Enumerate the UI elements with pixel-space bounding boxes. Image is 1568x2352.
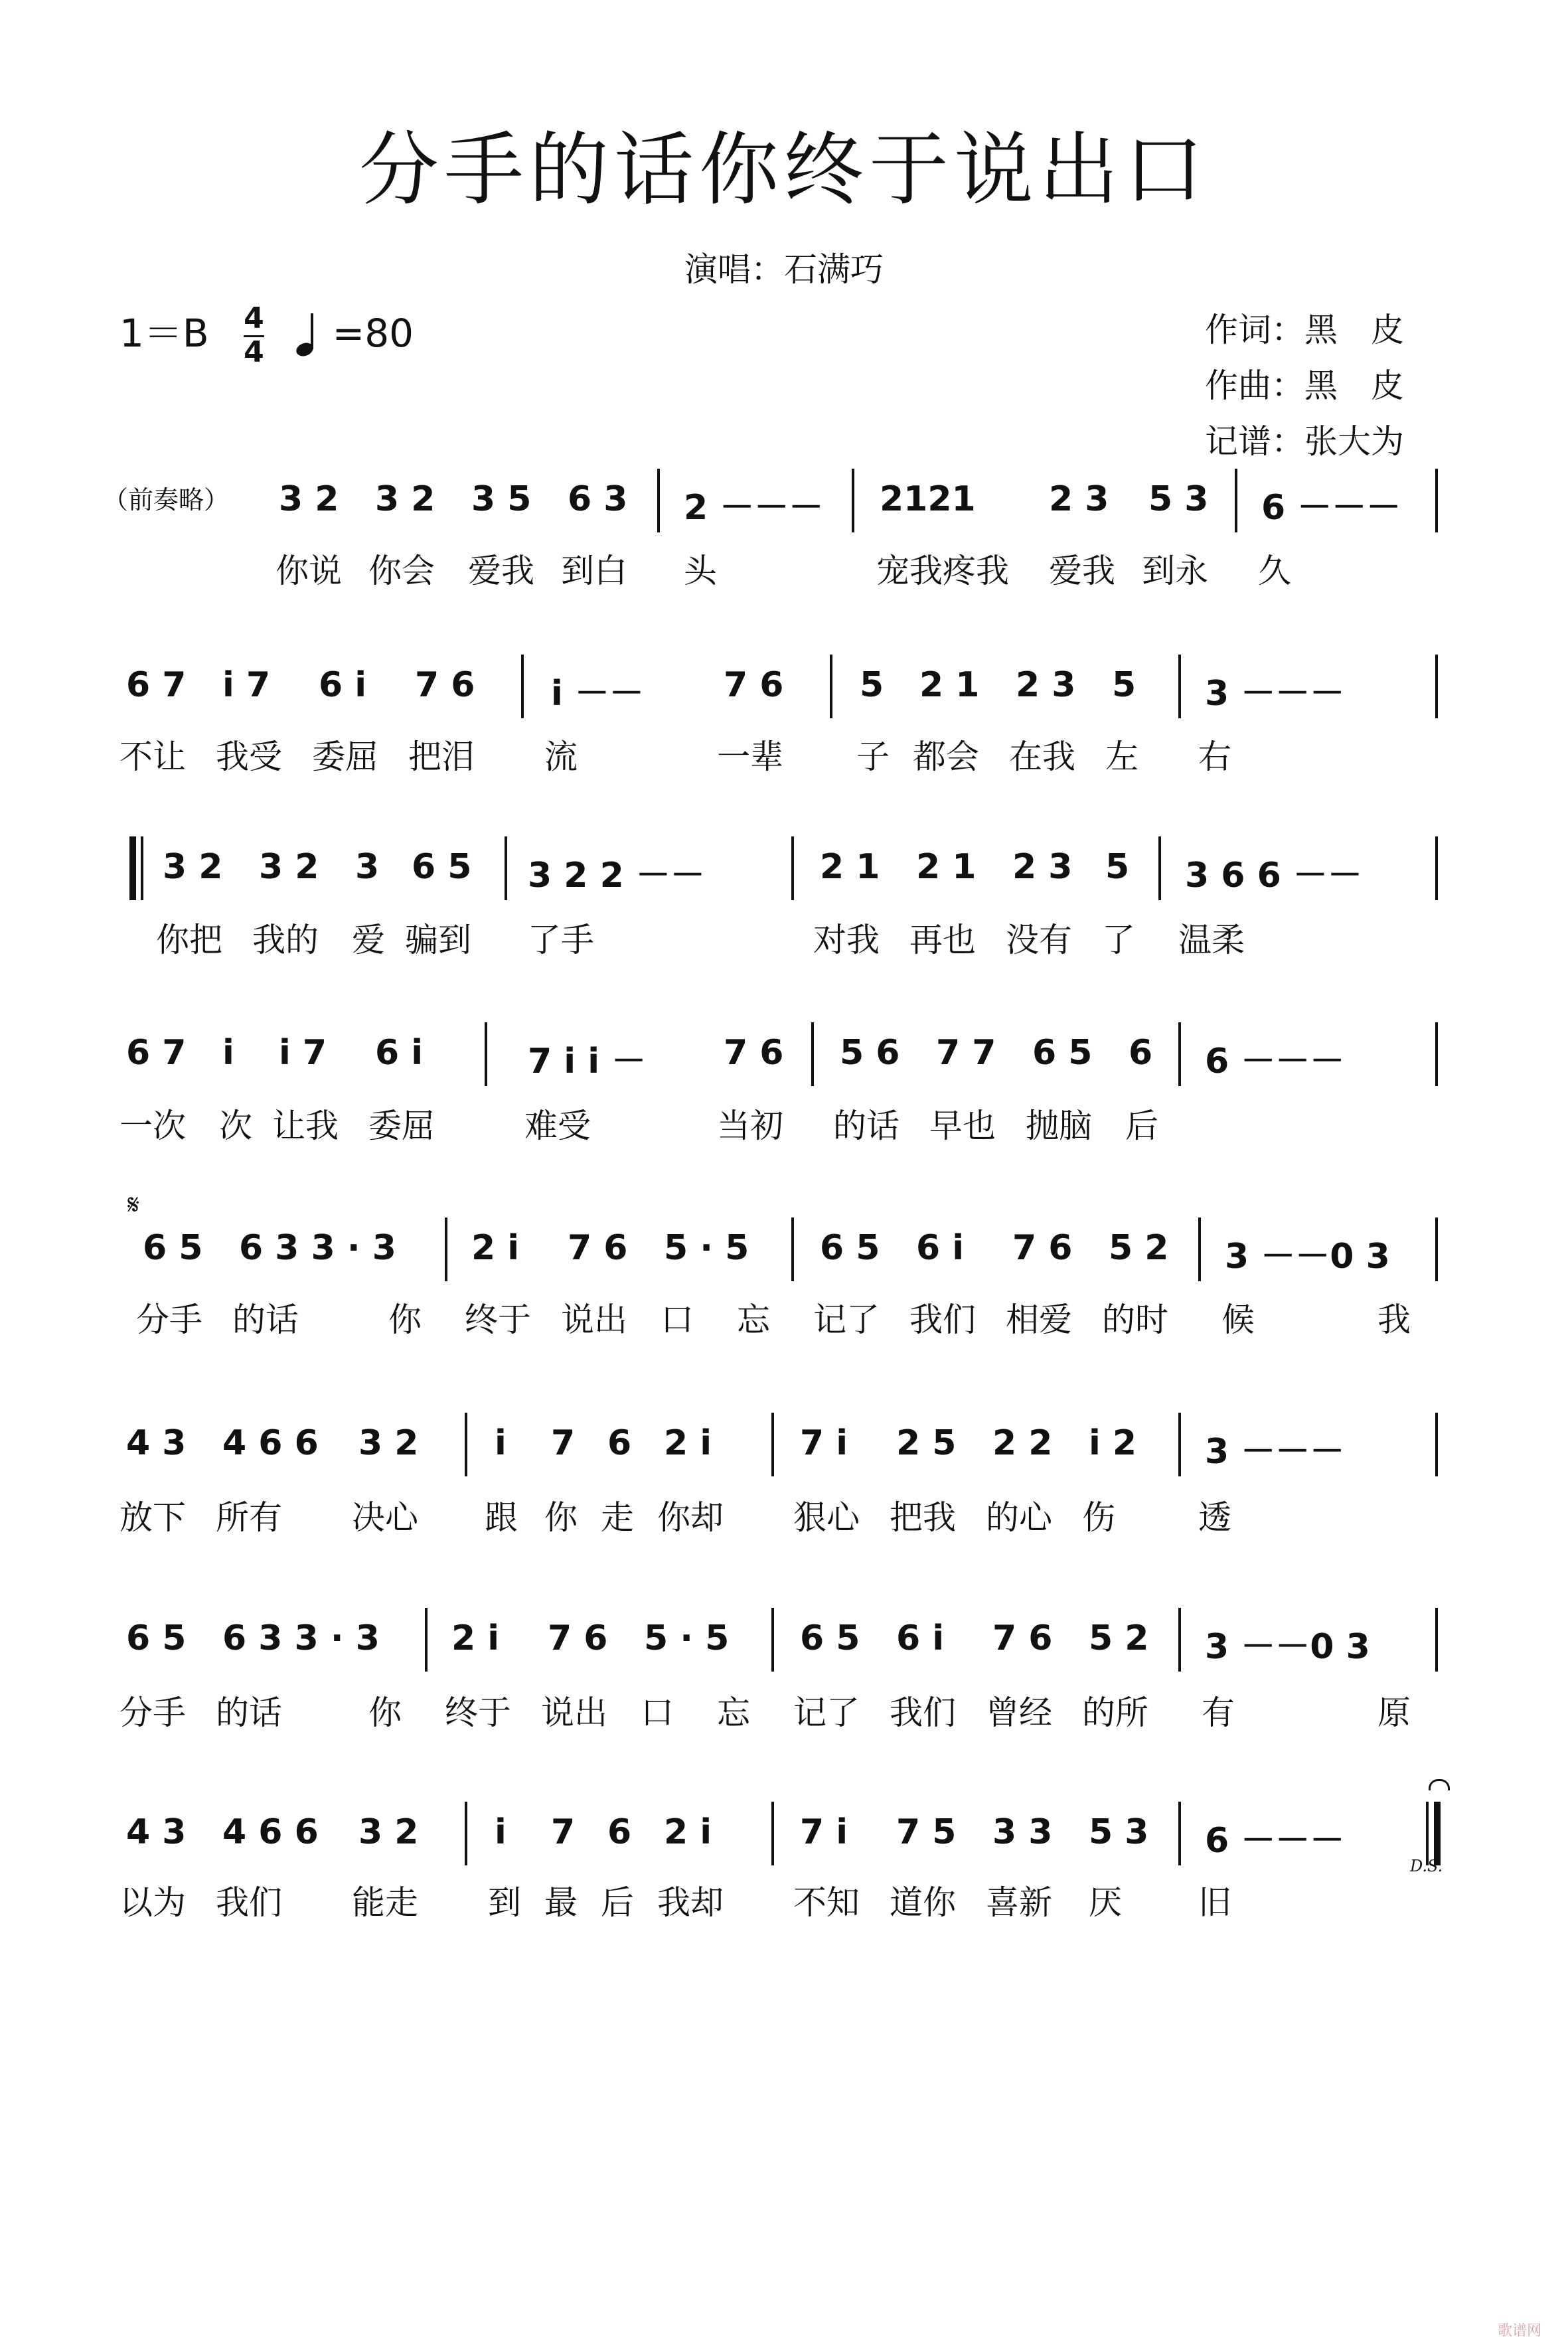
- note-group: 6 5: [820, 1228, 880, 1268]
- note-group: i: [495, 1812, 507, 1852]
- lyric-word: 说出: [561, 1300, 627, 1339]
- note-group: 7 i i －: [528, 1042, 647, 1081]
- lyric-word: 再也: [909, 921, 976, 959]
- note-group: i 7: [279, 1033, 327, 1073]
- note-group: 7 6: [568, 1228, 628, 1268]
- lyric-word: 的时: [1102, 1300, 1168, 1339]
- note-group: 6 5: [143, 1228, 203, 1268]
- lyric-word: 终于: [465, 1300, 531, 1339]
- lyric-word: 的话: [833, 1107, 900, 1145]
- lyric-word: 你: [388, 1300, 422, 1339]
- lyric-word: 你说: [275, 552, 342, 590]
- quarter-note-icon: [296, 316, 315, 356]
- lyric-word: 伤: [1082, 1498, 1115, 1537]
- note-group: 2 i: [451, 1618, 500, 1658]
- barline: [425, 1608, 428, 1672]
- barline: [1435, 836, 1438, 900]
- key-signature: 1＝B: [119, 311, 209, 356]
- lyric-word: 口: [641, 1693, 674, 1732]
- note-group: 5 3: [1089, 1812, 1149, 1852]
- note-group: 3 －－－: [1205, 1432, 1345, 1472]
- note-group: 2 －－－: [684, 488, 824, 528]
- lyric-word: 狠心: [793, 1498, 860, 1537]
- lyric-word: 抛脑: [1026, 1107, 1092, 1145]
- lyric-word: 的话: [216, 1693, 282, 1732]
- lyric-word: 原: [1377, 1693, 1411, 1732]
- note-group: 3 2: [279, 479, 339, 519]
- lyric-word: 记了: [793, 1693, 860, 1732]
- lyric-word: 到白: [561, 552, 627, 590]
- lyric-word: 口: [661, 1300, 694, 1339]
- lyrics-row-5: [0, 1293, 1568, 1339]
- barline: [771, 1802, 774, 1865]
- lyric-word: 的所: [1082, 1693, 1148, 1732]
- lyric-word: 都会: [913, 738, 979, 776]
- lyric-word: 忘: [717, 1693, 750, 1732]
- note-group: 3 2: [358, 1423, 419, 1463]
- lyric-word: 跟: [485, 1498, 518, 1537]
- lyric-word: 我们: [216, 1883, 282, 1922]
- lyric-word: 喜新: [986, 1883, 1052, 1922]
- note-group: 3 6 6 －－: [1185, 856, 1362, 896]
- barline: [1435, 1217, 1438, 1281]
- note-group: 6 3 3 · 3: [222, 1618, 380, 1658]
- note-group: 2 2: [992, 1423, 1053, 1463]
- barline: [1435, 1608, 1438, 1672]
- lyric-word: 记了: [813, 1300, 880, 1339]
- lyric-word: 有: [1202, 1693, 1235, 1732]
- notation-row-1: [0, 479, 1568, 528]
- lyric-word: 分手: [119, 1693, 186, 1732]
- lyric-word: 委屈: [368, 1107, 435, 1145]
- note-group: 3 2: [163, 847, 223, 887]
- note-group: 3 2: [259, 847, 319, 887]
- barline: [1178, 1608, 1181, 1672]
- lyric-word: 让我: [272, 1107, 339, 1145]
- note-group: 2 i: [664, 1812, 712, 1852]
- barline: [465, 1802, 467, 1865]
- lyric-word: 的话: [232, 1300, 299, 1339]
- lyric-word: 爱: [352, 921, 385, 959]
- lyric-word: 以为: [119, 1883, 186, 1922]
- lyric-word: 难受: [524, 1107, 591, 1145]
- notation-row-4: [0, 1033, 1568, 1081]
- barline: [791, 1217, 794, 1281]
- note-group: i: [222, 1033, 234, 1073]
- note-group: 6 －－－: [1261, 488, 1401, 528]
- lyric-word: 能走: [352, 1883, 418, 1922]
- lyric-word: 终于: [445, 1693, 511, 1732]
- fermata-icon: [1429, 1779, 1450, 1790]
- lyric-word: 到永: [1142, 552, 1208, 590]
- note-group: 2 1: [919, 665, 980, 705]
- note-group: 5 6: [840, 1033, 900, 1073]
- lyrics-row-7: [0, 1686, 1568, 1732]
- note-group: 7 i: [800, 1423, 848, 1463]
- barline: [657, 469, 660, 532]
- note-group: 7 6: [724, 665, 784, 705]
- barline: [1426, 1802, 1429, 1865]
- note-group: 4 3: [126, 1423, 187, 1463]
- note-group: 5 2: [1109, 1228, 1169, 1268]
- lyric-word: 相爱: [1006, 1300, 1072, 1339]
- lyric-word: 我: [1377, 1300, 1411, 1339]
- note-group: 6 i: [319, 665, 367, 705]
- note-group: 4 6 6: [222, 1423, 319, 1463]
- note-group: 5 2: [1089, 1618, 1149, 1658]
- barline: [771, 1413, 774, 1476]
- note-group: 6 7: [126, 665, 187, 705]
- note-group: 6: [1129, 1033, 1153, 1073]
- lyric-word: 你会: [368, 552, 435, 590]
- note-group: 2 3: [1012, 847, 1073, 887]
- barline: [445, 1217, 447, 1281]
- note-group: 2 1: [820, 847, 880, 887]
- prelude-note: （前奏略）: [103, 485, 230, 514]
- notation-row-6: [0, 1423, 1568, 1472]
- lyric-word: 后: [601, 1883, 634, 1922]
- barline: [830, 655, 832, 718]
- site-watermark: 歌谱网: [1497, 2323, 1541, 2339]
- note-group: 5: [860, 665, 884, 705]
- note-group: 3 2: [375, 479, 435, 519]
- lyric-word: 了: [1102, 921, 1135, 959]
- note-group: 7 6: [1012, 1228, 1073, 1268]
- note-group: i 2: [1089, 1423, 1137, 1463]
- note-group: 2 i: [664, 1423, 712, 1463]
- barline: [1435, 1413, 1438, 1476]
- time-signature-bottom: 4: [244, 335, 264, 370]
- lyrics-row-3: [0, 913, 1568, 959]
- lyric-word: 你把: [156, 921, 222, 959]
- lyric-word: 最: [544, 1883, 578, 1922]
- lyric-word: 骗到: [405, 921, 471, 959]
- lyric-word: 我的: [252, 921, 319, 959]
- note-group: 3 －－－: [1205, 674, 1345, 714]
- note-group: 6 5: [126, 1618, 187, 1658]
- barline: [485, 1022, 487, 1086]
- barline: [791, 836, 794, 900]
- lyric-word: 到: [488, 1883, 521, 1922]
- notation-row-5: [0, 1228, 1568, 1277]
- repeat-end-barline: [1434, 1802, 1441, 1865]
- lyric-word: 候: [1221, 1300, 1255, 1339]
- note-group: 2 3: [1016, 665, 1076, 705]
- lyric-word: 温柔: [1178, 921, 1245, 959]
- note-group: 5 3: [1148, 479, 1209, 519]
- note-group: 2 i: [471, 1228, 520, 1268]
- lyrics-row-2: [0, 730, 1568, 776]
- lyric-word: 厌: [1089, 1883, 1122, 1922]
- note-group: 2121: [880, 479, 976, 519]
- note-group: 7: [551, 1423, 576, 1463]
- note-group: 6: [607, 1812, 632, 1852]
- lyric-word: 一次: [119, 1107, 186, 1145]
- note-group: i: [495, 1423, 507, 1463]
- lyric-word: 久: [1258, 552, 1291, 590]
- note-group: 5: [1112, 665, 1137, 705]
- barline: [1435, 469, 1438, 532]
- lyric-word: 次: [219, 1107, 252, 1145]
- lyric-word: 不知: [793, 1883, 860, 1922]
- note-group: 7: [551, 1812, 576, 1852]
- credits-block: [1205, 302, 1404, 469]
- lyrics-row-1: [0, 544, 1568, 590]
- notation-row-3: [0, 847, 1568, 896]
- lyric-word: 决心: [352, 1498, 418, 1537]
- lyric-word: 右: [1198, 738, 1231, 776]
- note-group: 7 i: [800, 1812, 848, 1852]
- note-group: 3 2: [358, 1812, 419, 1852]
- note-group: 6 －－－: [1205, 1042, 1345, 1081]
- notation-row-2: [0, 665, 1568, 714]
- tempo-value: =80: [332, 311, 414, 356]
- notation-row-7: [0, 1618, 1568, 1667]
- lyric-word: 在我: [1009, 738, 1075, 776]
- note-group: 7 5: [896, 1812, 957, 1852]
- lyric-word: 我受: [216, 738, 282, 776]
- note-group: 7 7: [936, 1033, 996, 1073]
- lyric-word: 不让: [119, 738, 186, 776]
- note-group: 3 5: [471, 479, 532, 519]
- lyric-word: 你: [544, 1498, 578, 1537]
- note-group: 2 3: [1049, 479, 1109, 519]
- note-group: 2 1: [916, 847, 977, 887]
- note-group: 6 3 3 · 3: [239, 1228, 396, 1268]
- note-group: 2 5: [896, 1423, 957, 1463]
- lyric-word: 说出: [541, 1693, 607, 1732]
- key-tempo-line: [119, 302, 414, 368]
- lyric-word: 左: [1105, 738, 1138, 776]
- note-group: 7 6: [724, 1033, 784, 1073]
- note-group: 3 －－0 3: [1225, 1237, 1390, 1277]
- dal-segno-mark: D.S.: [1410, 1857, 1443, 1875]
- lyric-word: 宠我疼我: [876, 552, 1009, 590]
- barline: [852, 469, 854, 532]
- barline: [771, 1608, 774, 1672]
- barline: [1435, 1022, 1438, 1086]
- note-group: 5 · 5: [644, 1618, 730, 1658]
- lyric-word: 对我: [813, 921, 880, 959]
- lyric-word: 把泪: [408, 738, 475, 776]
- lyric-word: 头: [684, 552, 717, 590]
- note-group: 6 －－－: [1205, 1821, 1345, 1861]
- barline: [1158, 836, 1161, 900]
- barline: [1178, 1022, 1181, 1086]
- song-title: 分手的话你终于说出口: [359, 124, 1209, 216]
- barline: [1435, 655, 1438, 718]
- note-group: i 7: [222, 665, 271, 705]
- note-group: i －－: [551, 674, 644, 714]
- lyric-word: 你: [368, 1693, 402, 1732]
- lyricist-credit: 作词：黑 皮: [1205, 311, 1404, 349]
- lyric-word: 你却: [657, 1498, 724, 1537]
- segno-icon: 𝄋: [127, 1188, 140, 1221]
- singer-credit: 演唱：石满巧: [684, 250, 884, 289]
- barline: [1178, 1802, 1181, 1865]
- time-signature-top: 4: [244, 303, 264, 337]
- lyric-word: 透: [1198, 1498, 1231, 1537]
- note-group: 6: [607, 1423, 632, 1463]
- lyric-word: 我却: [657, 1883, 724, 1922]
- transcriber-credit: 记谱：张大为: [1205, 422, 1404, 461]
- note-group: 3 2 2 －－: [528, 856, 705, 896]
- note-group: 6 5: [412, 847, 472, 887]
- lyric-word: 旧: [1198, 1883, 1231, 1922]
- barline: [1178, 1413, 1181, 1476]
- time-signature: [244, 303, 264, 368]
- note-group: 7 6: [548, 1618, 608, 1658]
- barline: [811, 1022, 814, 1086]
- lyric-word: 的心: [986, 1498, 1052, 1537]
- lyrics-row-4: [0, 1099, 1568, 1145]
- lyric-word: 我们: [909, 1300, 976, 1339]
- lyric-word: 早也: [929, 1107, 996, 1145]
- lyric-word: 没有: [1006, 921, 1072, 959]
- lyric-word: 所有: [216, 1498, 282, 1537]
- note-group: 5: [1105, 847, 1130, 887]
- lyric-word: 后: [1125, 1107, 1158, 1145]
- note-group: 4 6 6: [222, 1812, 319, 1852]
- note-group: 6 5: [800, 1618, 860, 1658]
- barline: [1178, 655, 1181, 718]
- lyric-word: 了手: [528, 921, 594, 959]
- lyric-word: 把我: [890, 1498, 956, 1537]
- note-group: 3 3: [992, 1812, 1053, 1852]
- note-group: 5 · 5: [664, 1228, 749, 1268]
- lyric-word: 分手: [136, 1300, 202, 1339]
- composer-credit: 作曲：黑 皮: [1205, 366, 1404, 405]
- lyrics-row-8: [0, 1876, 1568, 1922]
- note-group: 4 3: [126, 1812, 187, 1852]
- note-group: 6 3: [568, 479, 628, 519]
- lyrics-row-6: [0, 1491, 1568, 1537]
- note-group: 7 6: [415, 665, 475, 705]
- barline: [505, 836, 507, 900]
- barline: [1235, 469, 1237, 532]
- lyric-word: 走: [601, 1498, 634, 1537]
- notation-row-8: [0, 1812, 1568, 1861]
- lyric-word: 爱我: [1049, 552, 1115, 590]
- lyric-word: 委屈: [312, 738, 378, 776]
- lyric-word: 我们: [890, 1693, 956, 1732]
- note-group: 6 i: [916, 1228, 965, 1268]
- note-group: 6 7: [126, 1033, 187, 1073]
- lyric-word: 曾经: [986, 1693, 1052, 1732]
- lyric-word: 子: [856, 738, 890, 776]
- lyric-word: 忘: [737, 1300, 770, 1339]
- note-group: 6 i: [896, 1618, 945, 1658]
- note-group: 7 6: [992, 1618, 1053, 1658]
- note-group: 3: [355, 847, 380, 887]
- lyric-word: 流: [544, 738, 578, 776]
- lyric-word: 当初: [717, 1107, 783, 1145]
- lyric-word: 道你: [890, 1883, 956, 1922]
- barline: [521, 655, 524, 718]
- note-group: 3 －－0 3: [1205, 1627, 1370, 1667]
- note-group: 6 5: [1032, 1033, 1093, 1073]
- note-group: 6 i: [375, 1033, 424, 1073]
- lyric-word: 放下: [119, 1498, 186, 1537]
- barline: [1198, 1217, 1201, 1281]
- lyric-word: 爱我: [468, 552, 534, 590]
- lyric-word: 一辈: [717, 738, 783, 776]
- barline: [465, 1413, 467, 1476]
